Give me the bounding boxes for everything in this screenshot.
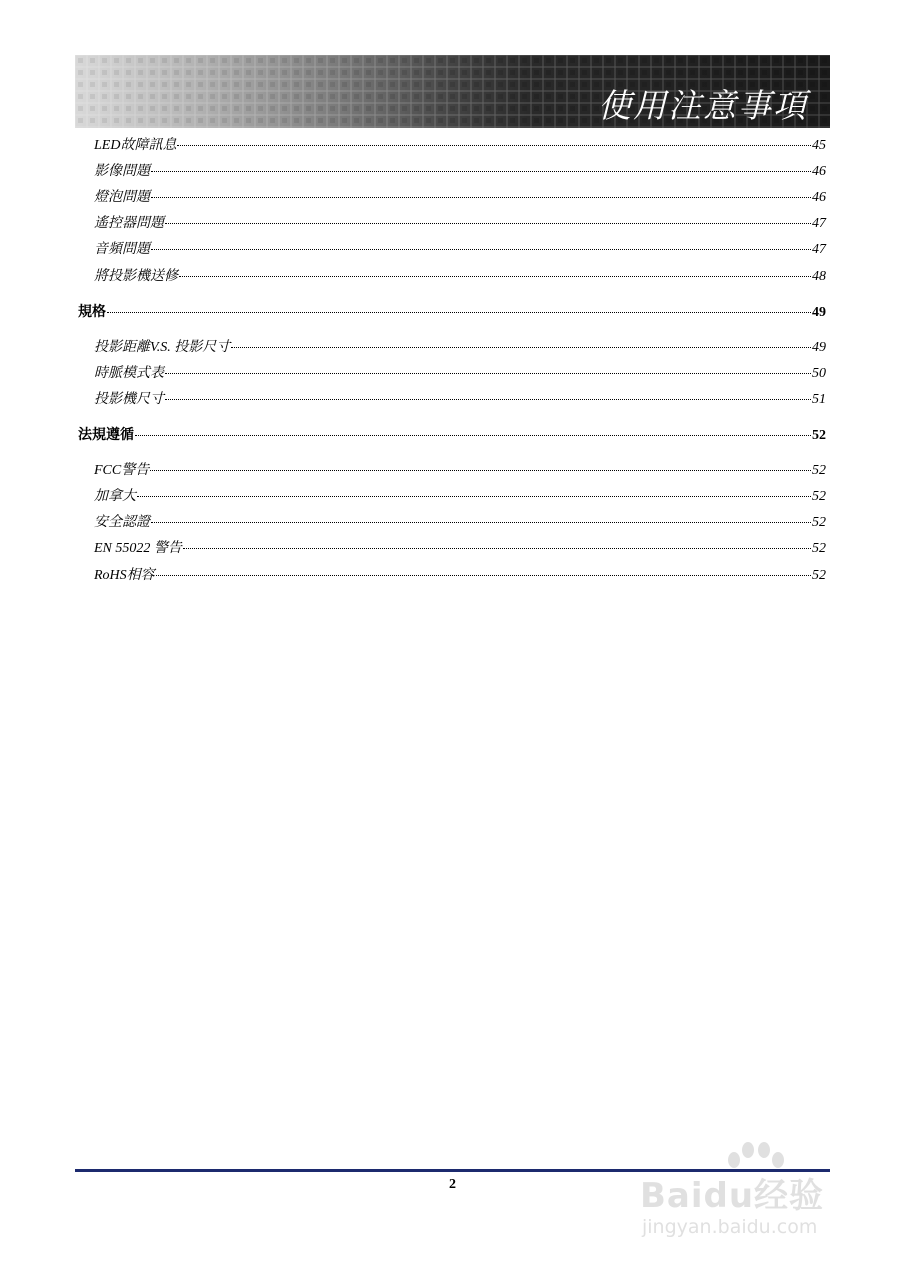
toc-entry-repair[interactable]: [94, 268, 826, 286]
toc-entry-label: 法規遵循: [78, 428, 134, 443]
toc-entry-projection-distance[interactable]: [94, 339, 826, 357]
toc-entry-label: 燈泡問題: [94, 190, 150, 205]
toc-entry-label: FCC警告: [94, 463, 150, 478]
toc-entry-label: EN 55022 警告: [94, 541, 182, 556]
dot-leader: [179, 275, 811, 277]
dot-leader: [150, 469, 811, 471]
toc-entry-page: 52: [812, 463, 826, 478]
watermark-url: jingyan.baidu.com: [642, 1216, 818, 1238]
toc-entry-page: 47: [812, 242, 826, 257]
toc-entry-label: LED故障訊息: [94, 138, 177, 153]
toc-entry-label: RoHS相容: [94, 568, 155, 583]
dot-leader: [137, 495, 811, 497]
toc-entry-page: 52: [812, 541, 826, 556]
baidu-watermark: [640, 1140, 855, 1250]
dot-leader: [107, 311, 811, 313]
toc-entry-label: 加拿大: [94, 489, 136, 504]
toc-chapter-specifications[interactable]: [78, 304, 826, 322]
toc-entry-page: 52: [812, 489, 826, 504]
toc-entry-label: 投影距離V.S. 投影尺寸: [94, 340, 231, 355]
toc-entry-label: 時脈模式表: [94, 366, 164, 381]
toc-entry-page: 51: [812, 392, 826, 407]
toc-entry-en55022-warning[interactable]: [94, 540, 826, 558]
toc-entry-page: 49: [812, 305, 826, 320]
toc-entry-audio-problems[interactable]: [94, 241, 826, 259]
toc-entry-canada[interactable]: [94, 488, 826, 506]
page-title: 使用注意事項: [598, 86, 808, 125]
toc-entry-page: 52: [812, 428, 826, 443]
toc-entry-fcc-warning[interactable]: [94, 462, 826, 480]
dot-leader: [183, 547, 811, 549]
header-banner: [75, 55, 830, 128]
dot-leader: [156, 574, 811, 576]
toc-entry-page: 50: [812, 366, 826, 381]
dot-leader: [151, 196, 811, 198]
toc-entry-label: 音頻問題: [94, 242, 150, 257]
toc-entry-page: 52: [812, 568, 826, 583]
dot-leader: [165, 372, 811, 374]
toc-entry-label: 遙控器問題: [94, 216, 164, 231]
toc-entry-timing-table[interactable]: [94, 365, 826, 383]
dot-leader: [135, 434, 811, 436]
toc-entry-rohs[interactable]: [94, 567, 826, 585]
dot-leader: [151, 521, 811, 523]
dot-leader: [165, 398, 811, 400]
dot-leader: [151, 248, 811, 250]
toc-entry-lamp-problems[interactable]: [94, 189, 826, 207]
toc-entry-remote-problems[interactable]: [94, 215, 826, 233]
toc-chapter-regulatory[interactable]: [78, 427, 826, 445]
toc-entry-label: 投影機尺寸: [94, 392, 164, 407]
toc-entry-label: 安全認證: [94, 515, 150, 530]
toc-entry-label: 規格: [78, 305, 106, 320]
toc-entry-page: 52: [812, 515, 826, 530]
toc-entry-image-problems[interactable]: [94, 163, 826, 181]
toc-entry-page: 45: [812, 138, 826, 153]
dot-leader: [151, 170, 811, 172]
toc-entry-page: 46: [812, 164, 826, 179]
dot-leader: [165, 222, 811, 224]
toc-entry-page: 46: [812, 190, 826, 205]
toc-entry-led-error[interactable]: [94, 137, 826, 155]
dot-leader: [231, 346, 811, 348]
toc-entry-page: 47: [812, 216, 826, 231]
toc-entry-label: 將投影機送修: [94, 269, 178, 284]
dot-leader: [177, 144, 811, 146]
toc-entry-page: 48: [812, 269, 826, 284]
toc-entry-safety-certification[interactable]: [94, 514, 826, 532]
watermark-brand: Baidu经验: [640, 1176, 825, 1216]
toc-entry-page: 49: [812, 340, 826, 355]
toc-entry-projector-dimensions[interactable]: [94, 391, 826, 409]
toc-entry-label: 影像問題: [94, 164, 150, 179]
page-number: 2: [449, 1177, 456, 1192]
